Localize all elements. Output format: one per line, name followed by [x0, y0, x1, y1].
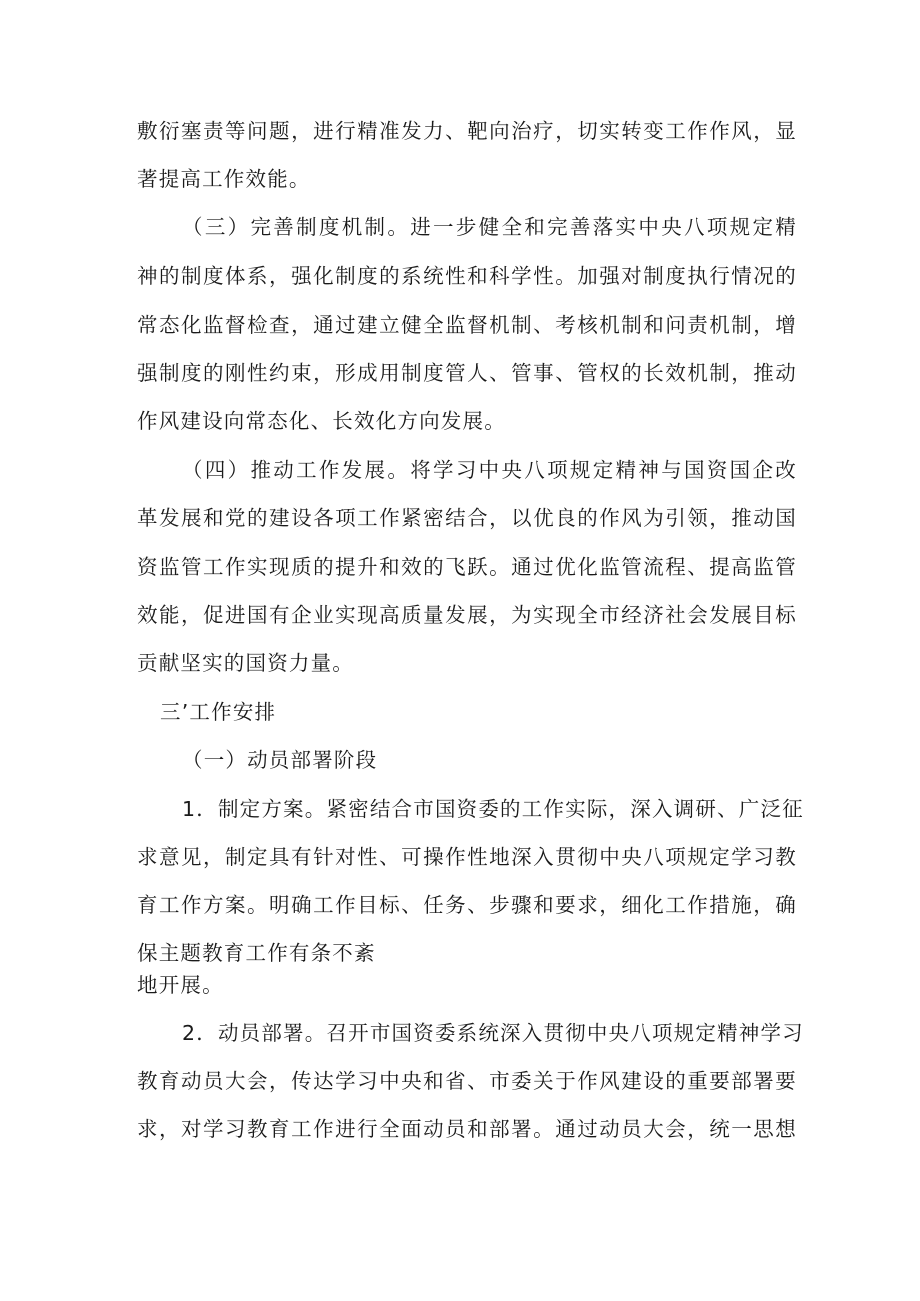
- text-line: 育工作方案。明确工作目标、任务、步骤和要求，细化工作措施，确: [137, 893, 797, 917]
- text-line: 革发展和党的建设各项工作紧密结合，以优良的作风为引领，推动国: [137, 506, 797, 530]
- text-line: 强制度的刚性约束，形成用制度管人、管事、管权的长效机制，推动: [137, 361, 797, 385]
- item-line: 1．制定方案。紧密结合市国资委的工作实际，深入调研、广泛征: [182, 797, 804, 821]
- section-heading-line: （四）推动工作发展。将学习中央八项规定精神与国资国企改: [182, 458, 797, 482]
- text-line: 教育动员大会，传达学习中央和省、市委关于作风建设的重要部署要: [137, 1069, 797, 1093]
- subsection-title: （一）动员部署阶段: [182, 748, 378, 772]
- text-line: 神的制度体系，强化制度的系统性和科学性。加强对制度执行情况的: [137, 264, 797, 288]
- text-line: 作风建设向常态化、长效化方向发展。: [137, 409, 506, 433]
- text-line: 地开展。: [137, 973, 224, 997]
- section-title: 三’工作安排: [160, 700, 277, 724]
- section-heading-line: （三）完善制度机制。进一步健全和完善落实中央八项规定精: [182, 215, 797, 239]
- text-line: 保主题教育工作有条不紊: [137, 941, 376, 965]
- text-line: 求意见，制定具有针对性、可操作性地深入贯彻中央八项规定学习教: [137, 845, 797, 869]
- text-line: 敷衍塞责等问题，进行精准发力、靶向治疗，切实转变工作作风，显: [137, 119, 797, 143]
- text-line: 求，对学习教育工作进行全面动员和部署。通过动员大会，统一思想: [137, 1117, 797, 1141]
- item-line: 2．动员部署。召开市国资委系统深入贯彻中央八项规定精神学习: [182, 1021, 804, 1045]
- text-line: 著提高工作效能。: [137, 167, 311, 191]
- text-line: 常态化监督检查，通过建立健全监督机制、考核机制和问责机制，增: [137, 313, 797, 337]
- text-line: 效能，促进国有企业实现高质量发展，为实现全市经济社会发展目标: [137, 603, 797, 627]
- text-line: 贡献坚实的国资力量。: [137, 651, 354, 675]
- text-line: 资监管工作实现质的提升和效的飞跃。通过优化监管流程、提高监管: [137, 555, 797, 579]
